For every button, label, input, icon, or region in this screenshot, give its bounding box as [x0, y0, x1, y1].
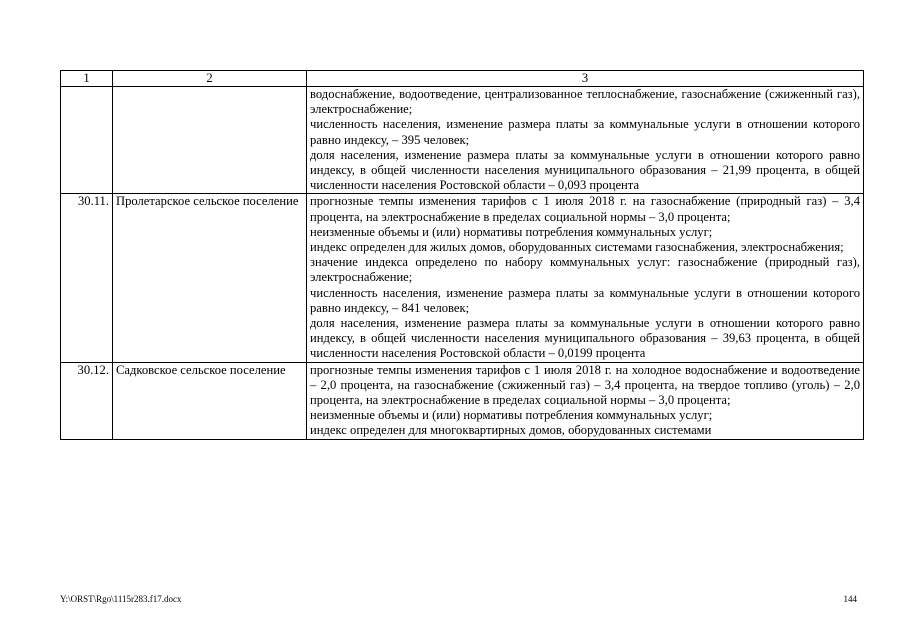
description-paragraph: значение индекса определено по набору коммунальных услуг: газоснабжение (природный газ), электроснабжение; — [310, 255, 860, 285]
description-paragraph: численность населения, изменение размера платы за коммунальные услуги в отношении которого равно индексу, – 841 человек; — [310, 285, 860, 315]
description-cell — [307, 194, 864, 362]
description-paragraph: индекс определен для многоквартирных домов, оборудованных системами — [310, 423, 712, 438]
page-number: 144 — [843, 594, 857, 604]
description-paragraph: прогнозные темпы изменения тарифов с 1 июля 2018 г. на холодное водоснабжение и водоотведение – 2,0 процента, на газоснабжение (сжиженный газ) – 3,4 процента, на твердое топливо (уголь) – 2,0 процента, на электроснабжение в пределах социальной нормы – 3,0 процента; — [310, 362, 860, 408]
description-paragraph: доля населения, изменение размера платы за коммунальные услуги в отношении которого равно индексу, в общей численности населения муниципального образования – 21,99 процента, в общей численности населения Ростовской области – 0,093 процента — [310, 147, 860, 193]
table-row — [61, 87, 864, 194]
table-row — [61, 194, 864, 362]
municipality-name: Садковское сельское поселение — [113, 362, 307, 439]
municipality-name — [113, 87, 307, 194]
table-row — [61, 362, 864, 439]
row-number — [61, 87, 113, 194]
column-header-number: 1 — [61, 71, 113, 87]
description-cell — [307, 87, 864, 194]
description-paragraph: прогнозные темпы изменения тарифов с 1 июля 2018 г. на газоснабжение (природный газ) – 3,4 процента, на электроснабжение в пределах социальной нормы – 3,0 процента; — [310, 194, 860, 224]
description-paragraph: неизменные объемы и (или) нормативы потребления коммунальных услуг; — [310, 224, 713, 239]
description-clip — [310, 363, 860, 439]
municipality-name: Пролетарское сельское поселение — [113, 194, 307, 362]
tariff-index-table — [60, 70, 864, 440]
table-header-row — [61, 71, 864, 87]
description-cell — [307, 362, 864, 439]
description-paragraph: неизменные объемы и (или) нормативы потребления коммунальных услуг; — [310, 408, 713, 423]
description-paragraph: численность населения, изменение размера платы за коммунальные услуги в отношении которого равно индексу, – 395 человек; — [310, 117, 860, 147]
description-paragraph: водоснабжение, водоотведение, централизованное теплоснабжение, газоснабжение (сжиженный газ), электроснабжение; — [310, 87, 860, 117]
description-paragraph: индекс определен для жилых домов, оборудованных системами газоснабжения, электроснабжения; — [310, 240, 844, 255]
column-header-description: 3 — [307, 71, 864, 87]
row-number: 30.12. — [61, 362, 113, 439]
column-header-municipality: 2 — [113, 71, 307, 87]
file-path-footer: Y:\ORST\Rgo\1115r283.f17.docx — [60, 594, 182, 604]
description-paragraph: доля населения, изменение размера платы за коммунальные услуги в отношении которого равно индексу, в общей численности населения муниципального образования – 39,63 процента, в общей численности населения Ростовской области – 0,0199 процента — [310, 316, 860, 361]
row-number: 30.11. — [61, 194, 113, 362]
